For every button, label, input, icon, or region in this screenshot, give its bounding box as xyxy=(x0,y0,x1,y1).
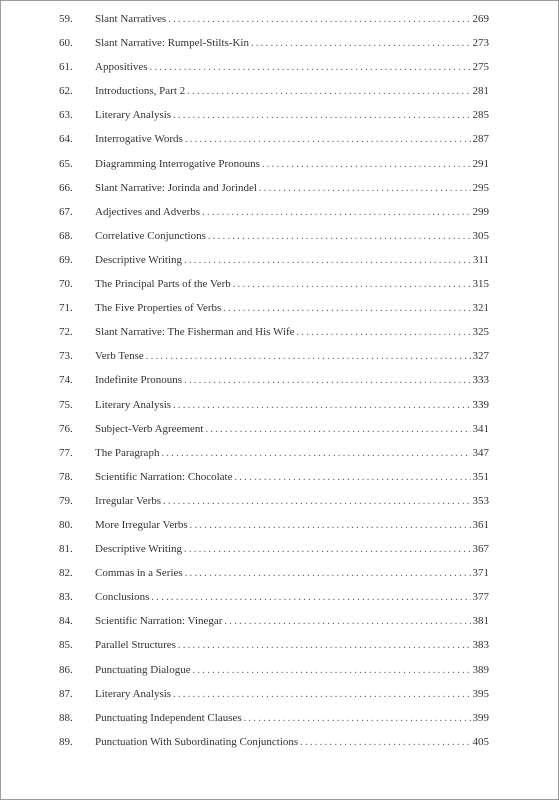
toc-entry-number: 64. xyxy=(59,133,73,146)
toc-entry-number: 71. xyxy=(59,302,73,315)
toc-entry-page-number: 383 xyxy=(472,639,489,652)
toc-entry-title: Subject-Verb Agreement xyxy=(95,422,204,435)
toc-dot-leader xyxy=(173,104,470,128)
toc-entry-page-number: 333 xyxy=(472,374,489,387)
toc-entry-number: 72. xyxy=(59,326,73,339)
toc-entry-page-number: 395 xyxy=(472,687,489,700)
toc-entry xyxy=(59,272,489,296)
toc-entry-page-number: 351 xyxy=(472,470,489,483)
toc-entry xyxy=(59,585,489,609)
toc-entry xyxy=(59,658,489,682)
toc-entry-title: Punctuating Independent Clauses xyxy=(95,711,242,724)
toc-entry-page-number: 339 xyxy=(472,398,489,411)
toc-entry-title: Verb Tense xyxy=(95,350,144,363)
toc-entry xyxy=(59,537,489,561)
toc-entry xyxy=(59,176,489,200)
toc-dot-leader xyxy=(173,394,470,418)
toc-entry-title: Punctuation With Subordinating Conjunctions xyxy=(95,735,299,748)
toc-entry-number: 59. xyxy=(59,13,73,25)
toc-entry-title: More Irregular Verbs xyxy=(95,518,188,531)
toc-entry xyxy=(59,224,489,248)
toc-dot-leader xyxy=(178,634,471,658)
toc-dot-leader xyxy=(234,466,470,490)
toc-entry xyxy=(59,103,489,127)
toc-dot-leader xyxy=(300,731,470,755)
toc-entry xyxy=(59,393,489,417)
toc-entry xyxy=(59,248,489,272)
toc-entry-title: Diagramming Interrogative Pronouns xyxy=(95,157,260,170)
toc-entry-page-number: 377 xyxy=(472,591,489,604)
toc-dot-leader xyxy=(262,153,471,177)
toc-entry-page-number: 285 xyxy=(472,109,489,122)
toc-entry xyxy=(59,127,489,151)
toc-entry xyxy=(59,296,489,320)
toc-entry-number: 73. xyxy=(59,350,73,363)
toc-dot-leader xyxy=(193,659,471,683)
toc-entry xyxy=(59,609,489,633)
toc-dot-leader xyxy=(205,418,470,442)
toc-dot-leader xyxy=(163,490,470,514)
toc-entry-number: 76. xyxy=(59,422,73,435)
toc-entry-page-number: 371 xyxy=(472,567,489,580)
toc-entry-number: 89. xyxy=(59,735,73,748)
toc-entry xyxy=(59,31,489,55)
toc-entry xyxy=(59,489,489,513)
toc-entry xyxy=(59,320,489,344)
toc-entry-number: 67. xyxy=(59,205,73,218)
toc-dot-leader xyxy=(185,562,471,586)
toc-entry-number: 68. xyxy=(59,229,73,242)
toc-entry xyxy=(59,682,489,706)
toc-entry-number: 85. xyxy=(59,639,73,652)
toc-entry xyxy=(59,513,489,537)
toc-entry xyxy=(59,344,489,368)
toc-entry-number: 61. xyxy=(59,61,73,74)
toc-dot-leader xyxy=(146,345,471,369)
toc-entry xyxy=(59,79,489,103)
toc-entry xyxy=(59,441,489,465)
toc-entry-number: 74. xyxy=(59,374,73,387)
toc-dot-leader xyxy=(259,177,471,201)
toc-entry-number: 78. xyxy=(59,470,73,483)
toc-entry-title: Slant Narrative: Jorinda and Jorindel xyxy=(95,181,257,194)
toc-entry-page-number: 347 xyxy=(472,446,489,459)
toc-entry xyxy=(59,561,489,585)
toc-entry-number: 80. xyxy=(59,518,73,531)
toc-entry-number: 77. xyxy=(59,446,73,459)
toc-entry xyxy=(59,633,489,657)
toc-dot-leader xyxy=(185,128,471,152)
toc-dot-leader xyxy=(168,8,470,32)
toc-entry-title: Slant Narratives xyxy=(95,13,167,25)
toc-dot-leader xyxy=(233,273,471,297)
toc-entry-title: Parallel Structures xyxy=(95,639,176,652)
toc-dot-leader xyxy=(173,683,470,707)
toc-entry-number: 66. xyxy=(59,181,73,194)
toc-entry-number: 75. xyxy=(59,398,73,411)
toc-entry-number: 82. xyxy=(59,567,73,580)
toc-entry-page-number: 405 xyxy=(472,735,489,748)
toc-entry-number: 65. xyxy=(59,157,73,170)
toc-entry-title: Literary Analysis xyxy=(95,687,172,700)
toc-entry-page-number: 321 xyxy=(472,302,489,315)
toc-entry-title: Irregular Verbs xyxy=(95,494,162,507)
toc-entry-title: Punctuating Dialogue xyxy=(95,663,191,676)
toc-entry-number: 88. xyxy=(59,711,73,724)
toc-entry-number: 70. xyxy=(59,278,73,291)
table-of-contents xyxy=(59,7,489,754)
toc-dot-leader xyxy=(190,514,471,538)
toc-entry-title: Interrogative Words xyxy=(95,133,183,146)
toc-entry-number: 86. xyxy=(59,663,73,676)
toc-entry-page-number: 361 xyxy=(472,518,489,531)
toc-entry xyxy=(59,200,489,224)
toc-entry-number: 84. xyxy=(59,615,73,628)
toc-entry-title: Literary Analysis xyxy=(95,398,172,411)
toc-dot-leader xyxy=(244,707,471,731)
toc-dot-leader xyxy=(187,80,470,104)
toc-entry-title: Descriptive Writing xyxy=(95,253,183,266)
toc-entry-page-number: 275 xyxy=(472,61,489,74)
toc-entry xyxy=(59,730,489,754)
toc-entry-number: 62. xyxy=(59,85,73,98)
toc-dot-leader xyxy=(224,610,470,634)
toc-entry-title: The Paragraph xyxy=(95,446,160,459)
toc-entry-title: The Principal Parts of the Verb xyxy=(95,278,231,291)
toc-entry-page-number: 353 xyxy=(472,494,489,507)
toc-entry-title: Slant Narrative: The Fisherman and His Wife xyxy=(95,326,295,339)
toc-entry-number: 60. xyxy=(59,37,73,50)
toc-entry-title: The Five Properties of Verbs xyxy=(95,302,222,315)
toc-entry-page-number: 367 xyxy=(472,543,489,556)
toc-entry-page-number: 315 xyxy=(472,278,489,291)
toc-entry-page-number: 299 xyxy=(472,205,489,218)
toc-entry-title: Commas in a Series xyxy=(95,567,183,580)
toc-entry xyxy=(59,417,489,441)
toc-entry-title: Correlative Conjunctions xyxy=(95,229,206,242)
toc-dot-leader xyxy=(151,586,470,610)
toc-entry-title: Appositives xyxy=(95,61,148,74)
toc-entry-title: Slant Narrative: Rumpel-Stilts-Kin xyxy=(95,37,249,50)
toc-entry-page-number: 325 xyxy=(472,326,489,339)
toc-entry-title: Scientific Narration: Chocolate xyxy=(95,470,233,483)
toc-entry-title: Indefinite Pronouns xyxy=(95,374,183,387)
toc-entry-page-number: 327 xyxy=(472,350,489,363)
toc-entry-number: 81. xyxy=(59,543,73,556)
toc-entry-title: Scientific Narration: Vinegar xyxy=(95,615,223,628)
toc-dot-leader xyxy=(184,249,471,273)
toc-dot-leader xyxy=(208,225,471,249)
toc-entry-page-number: 389 xyxy=(472,663,489,676)
toc-entry-title: Conclusions xyxy=(95,591,150,604)
toc-entry-number: 79. xyxy=(59,494,73,507)
toc-entry xyxy=(59,152,489,176)
toc-entry-number: 63. xyxy=(59,109,73,122)
toc-entry xyxy=(59,55,489,79)
toc-entry xyxy=(59,706,489,730)
toc-dot-leader xyxy=(184,369,470,393)
toc-dot-leader xyxy=(202,201,470,225)
toc-entry-page-number: 341 xyxy=(472,422,489,435)
toc-entry xyxy=(59,368,489,392)
toc-entry xyxy=(59,465,489,489)
toc-entry-page-number: 281 xyxy=(472,85,489,98)
toc-entry-title: Literary Analysis xyxy=(95,109,172,122)
toc-entry xyxy=(59,7,489,31)
toc-entry-title: Descriptive Writing xyxy=(95,543,183,556)
toc-entry-title: Adjectives and Adverbs xyxy=(95,205,201,218)
toc-dot-leader xyxy=(150,56,471,80)
toc-entry-page-number: 305 xyxy=(472,229,489,242)
toc-entry-page-number: 269 xyxy=(472,13,489,25)
toc-entry-number: 69. xyxy=(59,253,73,266)
toc-entry-page-number: 291 xyxy=(472,157,489,170)
toc-dot-leader xyxy=(297,321,471,345)
toc-dot-leader xyxy=(251,32,471,56)
toc-entry-number: 87. xyxy=(59,687,73,700)
toc-entry-page-number: 273 xyxy=(472,37,489,50)
toc-entry-page-number: 381 xyxy=(472,615,489,628)
toc-entry-page-number: 311 xyxy=(472,253,489,266)
toc-entry-page-number: 295 xyxy=(472,181,489,194)
toc-entry-page-number: 399 xyxy=(472,711,489,724)
toc-entry-number: 83. xyxy=(59,591,73,604)
toc-entry-title: Introductions, Part 2 xyxy=(95,85,186,98)
toc-entry-page-number: 287 xyxy=(472,133,489,146)
toc-dot-leader xyxy=(223,297,470,321)
toc-dot-leader xyxy=(161,442,470,466)
toc-dot-leader xyxy=(184,538,470,562)
